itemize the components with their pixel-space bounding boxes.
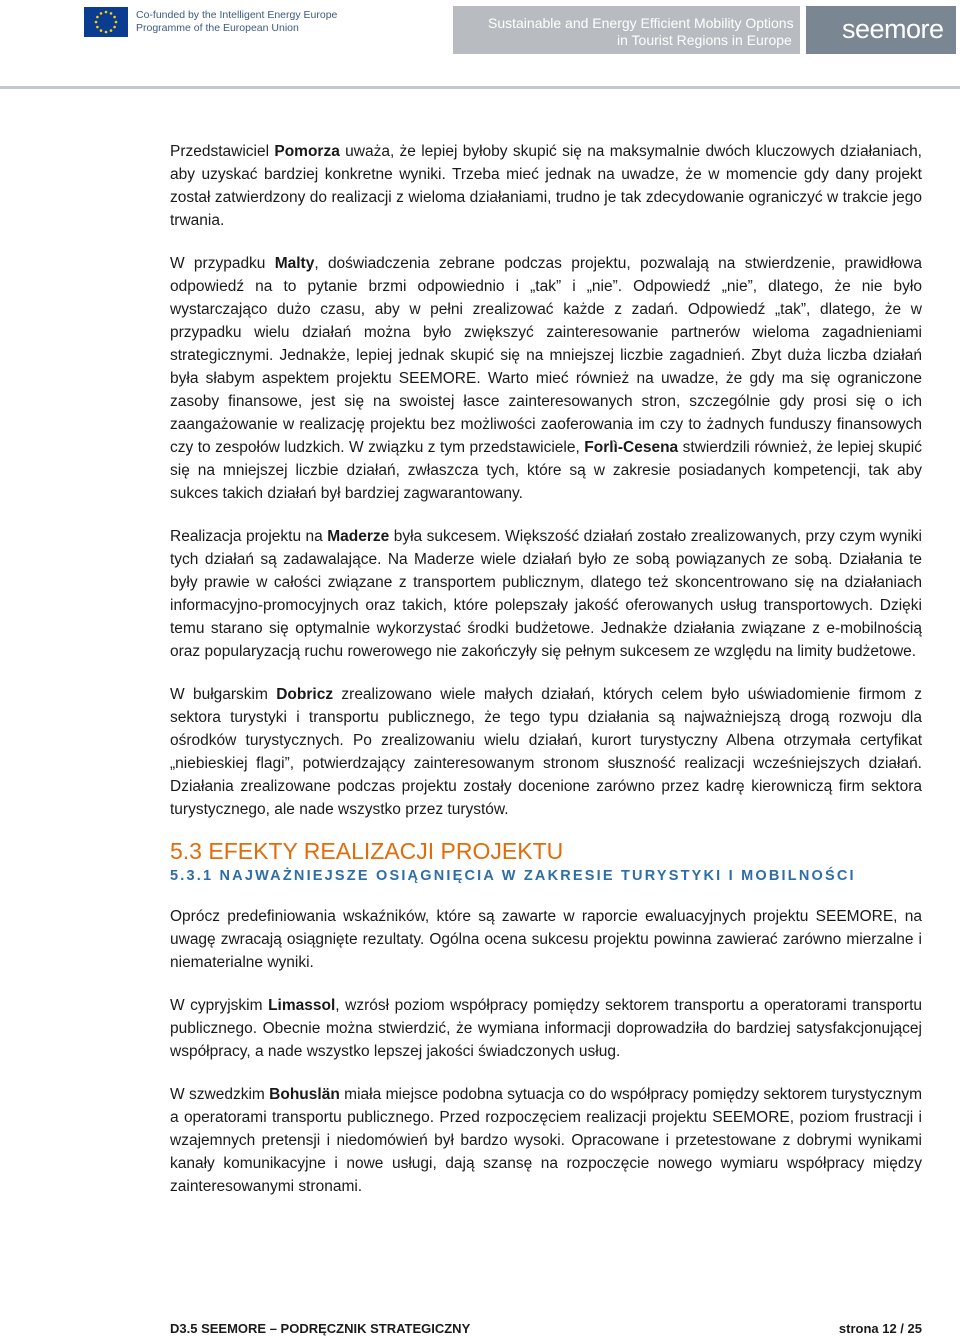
paragraph-madera: Realizacja projektu na Maderze była sukcesem. Większość działań zostało zrealizowanych, przy czym wyniki tych działań są zadawalające. Na Maderze wiele działań było ze sobą powiązanych ze sobą. Działania te były prawie w całości związane z transportem publicznym, dlatego też skoncentrowano się na działaniach informacyjno-promocyjnych oraz takich, które polepszały jakość oferowanych usług transportowych. Dzięki temu starano się optymalnie wykorzystać środki budżetowe. Jednakże działania związane z e-mobilnością oraz popularyzacją ruchu rowerowego nie zakończyły się pełnym sukcesem ze względu na limity budżetowe. <box>170 528 922 660</box>
paragraph-pomorze: Przedstawiciel Pomorza uważa, że lepiej byłoby skupić się na maksymalnie dwóch kluczowych działaniach, aby uzyskać bardziej konkretne wyniki. Trzeba mieć jednak na uwadze, że w momencie gdy dany projekt został zatwierdzony do realizacji z wieloma działaniami, trudno je tak zdecydowanie ograniczyć w trakcie jego trwania. <box>170 143 922 229</box>
eu-line-1: Co-funded by the Intelligent Energy Europe <box>136 9 338 21</box>
eu-line-2: Programme of the European Union <box>136 22 299 34</box>
page-footer <box>170 1321 922 1337</box>
eu-flag-icon <box>84 7 128 37</box>
section-heading: 5.3 EFEKTY REALIZACJI PROJEKTU <box>170 838 564 864</box>
region-bohuslan: Bohuslän <box>269 1086 340 1103</box>
paragraph-limassol: W cypryjskim Limassol, wzrósł poziom współpracy pomiędzy sektorem transportu a operatorami transportu publicznego. Obecnie można stwierdzić, że wymiana informacji doprowadziła do bardziej satysfakcjonującej współpracy, a nade wszystko lepszej jakości świadczonych usług. <box>170 997 922 1060</box>
footer-doc-title: D3.5 SEEMORE – PODRĘCZNIK STRATEGICZNY <box>170 1321 471 1336</box>
seemore-logo <box>806 6 956 54</box>
region-pomorze: Pomorza <box>274 143 340 160</box>
paragraph-malta: W przypadku Malty, doświadczenia zebrane podczas projektu, pozwalają na stwierdzenie, prawidłowa odpowiedź na to pytanie brzmi odpowiednio i „tak” i „nie”. Odpowiedź „nie”, dlatego, że nie było wystarczająco dużo czasu, aby w pełni zrealizować każde z zadań. Odpowiedź „tak”, dlatego, że w przypadku wielu działań można było zwiększyć zainteresowanie partnerów wieloma zagadnieniami strategicznymi. Jednakże, lepiej jednak skupić się na mniejszej liczbie zagadnień. Zbyt duża liczba działań była słabym aspektem projektu SEEMORE. Warto mieć również na uwadze, że gdy ma się ograniczone zasoby finansowe, jest się na swoistej łasce zainteresowanych stron, szczególnie gdy prosi się o ich zaangażowanie w realizację projektu bez możliwości zaoferowania im czy to żadnych funduszy finansowych czy to zespołów ludzkich. W związku z tym przedstawiciele, Forlì-Cesena stwierdzili również, że lepiej skupić się na mniejszej liczbie działań, zwłaszcza tych, które są w zakresie posiadanych kompetencji, tak aby sukces takich działań był bardziej zagwarantowany. <box>170 255 922 502</box>
eu-funding-text <box>136 9 337 35</box>
paragraph-dobricz: W bułgarskim Dobricz zrealizowano wiele małych działań, których celem było uświadomienie firmom z sektora turystyki i transportu publicznego, że tego typu działania są najważniejszą drogą rozwoju dla ośrodków turystycznych. Po zrealizowaniu wielu działań, kurort turystyczny Albena otrzymała certyfikat „niebieskiej flagi”, potwierdzający zainteresowanym stronom słuszność realizacji wcześniejszych działań. Działania zrealizowane podczas projektu zostały docenione zarówno przez kadrę kierowniczą firm sektora turystycznego, ale nade wszystko przez turystów. <box>170 686 923 818</box>
header-divider <box>0 86 960 89</box>
banner-line-1: Sustainable and Energy Efficient Mobility Options <box>488 15 794 31</box>
paragraph-bohuslan: W szwedzkim Bohuslän miała miejsce podobna sytuacja co do współpracy pomiędzy sektorem turystycznym a operatorami transportu publicznego. Przed rozpoczęciem realizacji projektu SEEMORE, poziom frustracji i wzajemnych pretensji i niedomówień był bardzo wysoki. Opracowane i przetestowane z dobrymi wynikami kanały komunikacyjne i nowe usługi, dają szansę na rozpoczęcie nowego wymiaru współpracy między zainteresowanymi stronami. <box>170 1086 922 1195</box>
banner-line-2: in Tourist Regions in Europe <box>617 32 792 48</box>
document-body <box>170 140 922 1198</box>
subsection-heading: 5.3.1 NAJWAŻNIEJSZE OSIĄGNIĘCIA W ZAKRESIE TURYSTYKI I MOBILNOŚCI <box>170 868 856 884</box>
project-banner <box>453 6 800 54</box>
region-malta: Malty <box>274 255 315 272</box>
region-dobricz: Dobricz <box>276 686 334 703</box>
region-limassol: Limassol <box>268 997 336 1014</box>
page-header <box>0 0 960 92</box>
region-forli-cesena: Forlì-Cesena <box>584 439 679 456</box>
logo-text: seemore <box>842 14 944 44</box>
region-madera: Maderze <box>327 528 390 545</box>
page-number: strona 12 / 25 <box>838 1321 922 1336</box>
paragraph-intro-results: Oprócz predefiniowania wskaźników, które są zawarte w raporcie ewaluacyjnych projektu SEEMORE, na uwagę zwracają osiągnięte rezultaty. Ogólna ocena sukcesu projektu powinna zawierać zarówno mierzalne i niematerialne wyniki. <box>170 908 922 971</box>
